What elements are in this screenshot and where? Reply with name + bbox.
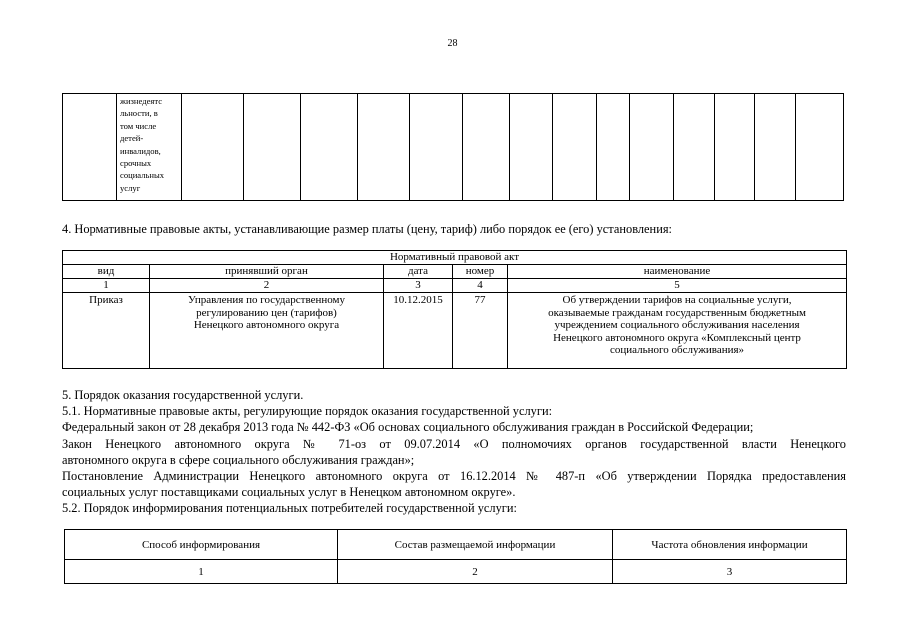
category-line: том числе [120,120,157,131]
column-number: 2 [150,279,384,293]
table-cell [244,94,301,201]
title-line: Ненецкого автономного округа «Комплексный центр [553,331,801,344]
category-line: социальных [120,170,165,181]
category-line: льности, в [120,108,158,119]
column-header: номер [453,265,508,279]
act-date-cell: 10.12.2015 [384,293,453,369]
table-cell [358,94,410,201]
authority-line: Ненецкого автономного округа [193,319,340,332]
table-cell [510,94,553,201]
federal-law-paragraph: Федеральный закон от 28 декабря 2013 года № 442-ФЗ «Об основах социального обслуживания граждан в Российской Федерации; [62,420,754,435]
column-number: 5 [508,279,847,293]
column-number: 3 [384,279,453,293]
table-cell [715,94,755,201]
column-header: наименование [508,265,847,279]
normative-acts-table [62,250,847,369]
regional-law-line: автономного округа в сфере социального обслуживания граждан»; [62,452,415,467]
category-line: срочных [120,158,152,169]
informing-table [64,529,847,584]
table-cell [301,94,358,201]
act-type-cell: Приказ [63,293,150,369]
act-number-cell: 77 [453,293,508,369]
column-header: принявший орган [150,265,384,279]
authority-line: Управления по государственному [188,294,345,306]
section-5-text [62,387,846,517]
section-4-heading: 4. Нормативные правовые акты, устанавливающие размер платы (цену, тариф) либо порядок ее (его) установления: [62,222,672,236]
category-line: инвалидов, [120,145,161,156]
column-header: Частота обновления информации [613,530,847,560]
column-number: 1 [63,279,150,293]
page-number: 28 [447,38,458,49]
column-number: 2 [338,560,613,584]
table-cell [63,94,117,201]
section-5-heading: 5. Порядок оказания государственной услуги. [62,388,304,402]
column-number: 4 [453,279,508,293]
category-line: детей- [120,133,144,144]
table-cell [182,94,244,201]
table-cell [755,94,796,201]
table-cell [630,94,674,201]
column-number: 1 [65,560,338,584]
column-header: дата [384,265,453,279]
table-cell [796,94,844,201]
column-header: Состав размещаемой информации [338,530,613,560]
authority-line: регулированию цен (тарифов) [196,306,337,319]
service-category-cell [117,94,182,201]
table-cell [410,94,463,201]
section-5-1-heading: 5.1. Нормативные правовые акты, регулирующие порядок оказания государственной услуги: [62,404,553,419]
act-authority-cell [150,293,384,369]
section-5-2-heading: 5.2. Порядок информирования потенциальных потребителей государственной услуги: [62,501,517,516]
title-line: социального обслуживания» [609,344,745,357]
acts-group-header: Нормативный правовой акт [63,251,847,265]
category-line: жизнедеятс [120,96,163,106]
act-title-cell [508,293,847,369]
category-line: услуг [120,182,141,193]
column-header: Способ информирования [65,530,338,560]
title-line: оказываемые гражданам государственным бюджетным [548,306,806,319]
title-line: учреждением социального обслуживания населения [554,319,800,332]
column-number: 3 [613,560,847,584]
table-cell [553,94,597,201]
regional-law-line: Закон Ненецкого автономного округа № 71-оз от 09.07.2014 «О полномочиях органов государственной власти Ненецкого [62,436,846,451]
table-cell [463,94,510,201]
resolution-line: социальных услуг поставщиками социальных услуг в Ненецком автономном округе». [62,485,516,500]
continuation-table [62,93,844,201]
table-cell [597,94,630,201]
column-header: вид [63,265,150,279]
title-line: Об утверждении тарифов на социальные услуги, [562,294,792,306]
resolution-line: Постановление Администрации Ненецкого автономного округа от 16.12.2014 № 487-п «Об утверждении Порядка предоставления [62,469,846,484]
table-cell [674,94,715,201]
